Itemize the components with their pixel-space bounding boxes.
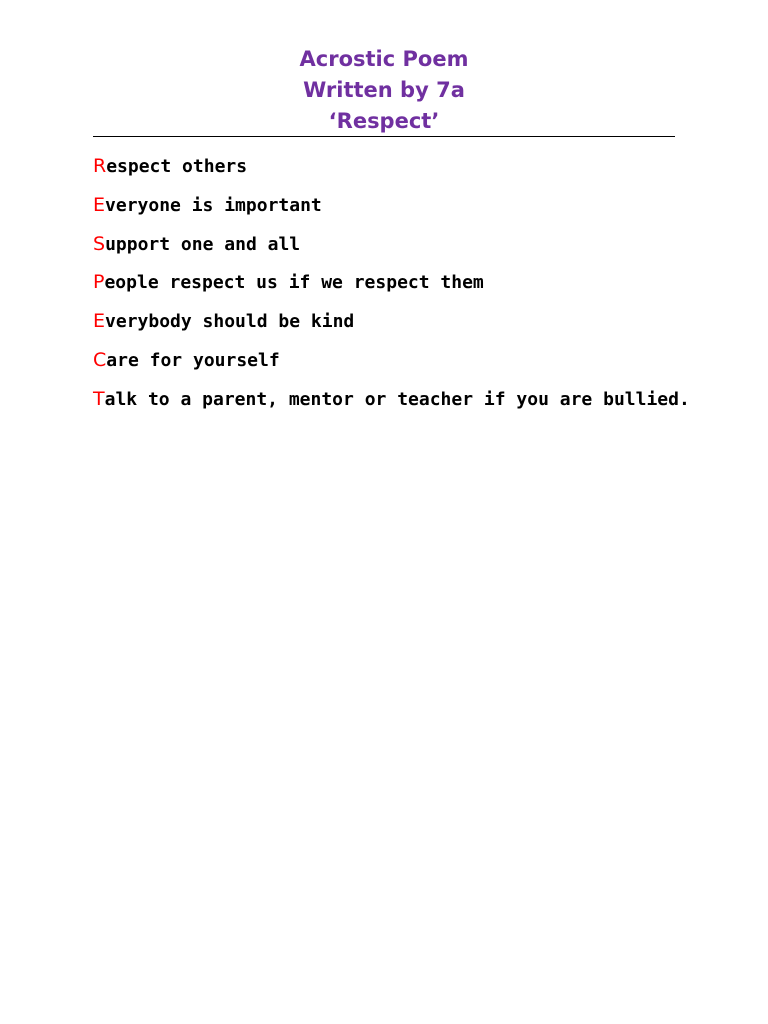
poem-line [93,387,713,411]
poem-line-initial: S [93,232,106,255]
header-divider [93,136,675,137]
poem-line-initial: C [93,348,107,371]
poem-line-initial: E [93,193,106,216]
poem-line [93,193,713,217]
poem-author: Written by 7a [303,78,465,102]
poem-line [93,309,713,333]
poem-header [0,44,768,137]
poem-line [93,270,713,294]
poem-line-initial: T [93,387,105,410]
poem-line-initial: E [93,310,106,333]
poem-body [93,154,713,426]
poem-line-text: upport one and all [105,233,301,255]
poem-line-text: eople respect us if we respect them [104,272,484,294]
poem-line-initial: P [93,271,105,294]
poem-line [93,348,713,372]
poem-line-initial: R [93,155,107,177]
poem-line [93,232,713,256]
poem-line-text: are for yourself [106,349,280,371]
poem-title: Acrostic Poem [299,47,469,71]
poem-subtitle: ‘Respect’ [328,109,440,133]
poem-line-text: verybody should be kind [105,311,355,333]
poem-line-text: espect others [106,156,248,177]
poem-line-text: veryone is important [105,194,322,216]
poem-line [93,154,713,178]
poem-line-text: alk to a parent, mentor or teacher if you are bullied. [104,388,690,410]
